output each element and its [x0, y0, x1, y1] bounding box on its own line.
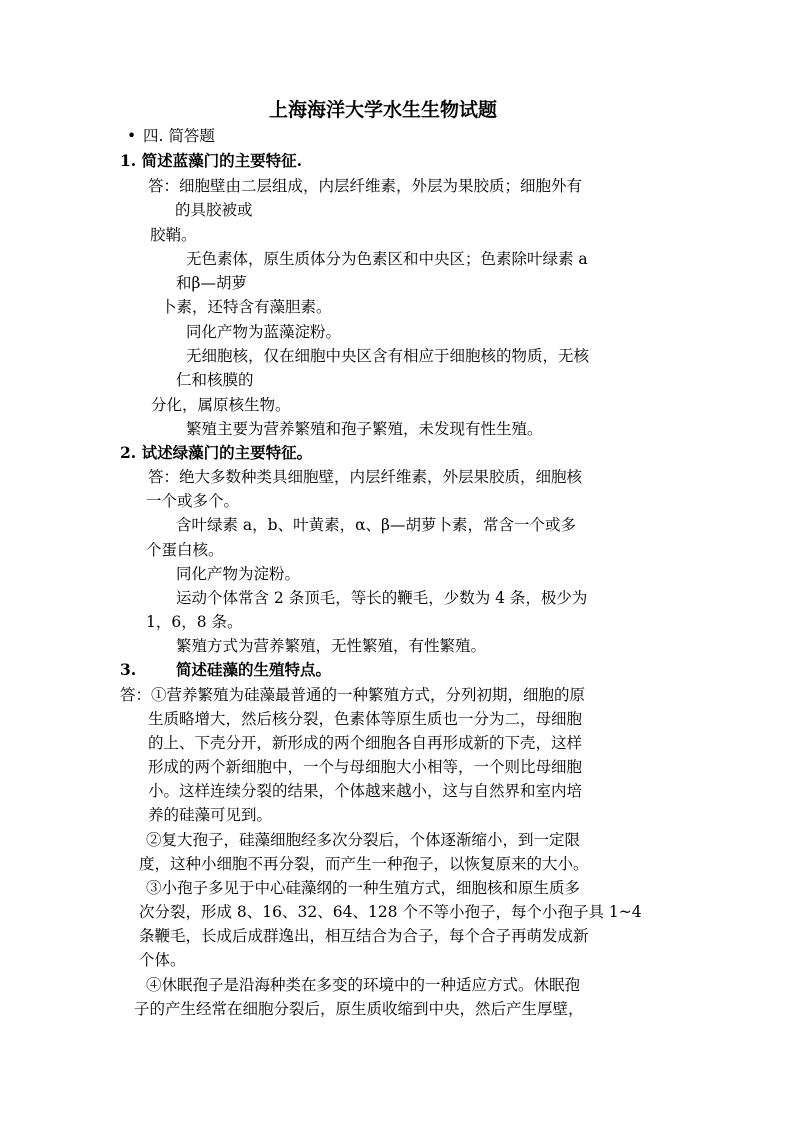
question-3-number: 3.: [120, 660, 137, 679]
answer-line: 次分裂，形成 8、16、32、64、128 个不等小孢子，每个小孢子具 1~4: [139, 903, 642, 921]
answer-line: 生质略增大，然后核分裂，色素体等原生质也一分为二，母细胞: [148, 710, 583, 728]
answer-line: 子的产生经常在细胞分裂后，原生质收缩到中央，然后产生厚壁，: [134, 1000, 584, 1018]
answer-line: 同化产物为蓝藻淀粉。: [186, 323, 342, 341]
answer-line: ④休眠孢子是沿海种类在多变的环境中的一种适应方式。休眠孢: [146, 976, 581, 994]
answer-line: 运动个体常含 2 条顶毛，等长的鞭毛，少数为 4 条，极少为: [176, 589, 588, 607]
answer-line: 繁殖方式为营养繁殖，无性繁殖，有性繁殖。: [176, 637, 487, 655]
answer-line: 仁和核膜的: [176, 371, 254, 389]
answer-line: 条鞭毛，长成后成群逸出，相互结合为合子，每个合子再萌发成新: [139, 927, 589, 945]
question-2-heading: 2. 试述绿藻门的主要特征。: [120, 443, 313, 462]
answer-line: 答：绝大多数种类具细胞壁，内层纤维素，外层果胶质，细胞核: [148, 468, 583, 486]
answer-line: 分化，属原核生物。: [151, 396, 291, 414]
answer-line: 胶鞘。: [150, 226, 197, 244]
answer-line: 和β—胡萝: [176, 274, 247, 292]
answer-line: 的上、下壳分开，新形成的两个细胞各自再形成新的下壳，这样: [148, 734, 583, 752]
answer-line: 含叶绿素 a，b、叶黄素，α、β—胡萝卜素，常含一个或多: [176, 516, 577, 534]
answer-line: ②复大孢子，硅藻细胞经多次分裂后，个体逐渐缩小，到一定限: [146, 831, 581, 849]
answer-line: 度，这种小细胞不再分裂，而产生一种孢子，以恢复原来的大小。: [139, 855, 589, 873]
answer-line: 卜素，还特含有藻胆素。: [161, 298, 332, 316]
answer-line: 个体。: [139, 951, 186, 969]
answer-line: 1，6，8 条。: [146, 613, 243, 631]
page-title: 上海海洋大学水生生物试题: [269, 99, 498, 121]
answer-line: 养的硅藻可见到。: [148, 806, 273, 824]
answer-line: 形成的两个新细胞中，一个与母细胞大小相等，一个则比母细胞: [148, 758, 583, 776]
question-1-heading: 1. 简述蓝藻门的主要特征.: [120, 151, 302, 170]
answer-line: ③小孢子多见于中心硅藻纲的一种生殖方式，细胞核和原生质多: [146, 879, 581, 897]
answer-line: 的具胶被或: [175, 201, 253, 219]
section-bullet: •: [127, 127, 137, 145]
answer-line: 答：①营养繁殖为硅藻最普通的一种繁殖方式，分列初期，细胞的原: [120, 686, 586, 704]
section-heading: 四. 简答题: [143, 127, 215, 145]
answer-line: 同化产物为淀粉。: [176, 565, 301, 583]
question-3-heading: 简述硅藻的生殖特点。: [176, 660, 332, 679]
answer-line: 繁殖主要为营养繁殖和孢子繁殖，未发现有性生殖。: [186, 420, 543, 438]
answer-line: 答：细胞壁由二层组成，内层纤维素，外层为果胶质；细胞外有: [148, 177, 583, 195]
answer-line: 无色素体，原生质体分为色素区和中央区；色素除叶绿素 a: [186, 250, 588, 268]
answer-line: 无细胞核，仅在细胞中央区含有相应于细胞核的物质，无核: [186, 347, 590, 365]
answer-line: 个蛋白核。: [146, 541, 224, 559]
answer-line: 一个或多个。: [146, 492, 240, 510]
answer-line: 小。这样连续分裂的结果，个体越来越小，这与自然界和室内培: [148, 782, 583, 800]
